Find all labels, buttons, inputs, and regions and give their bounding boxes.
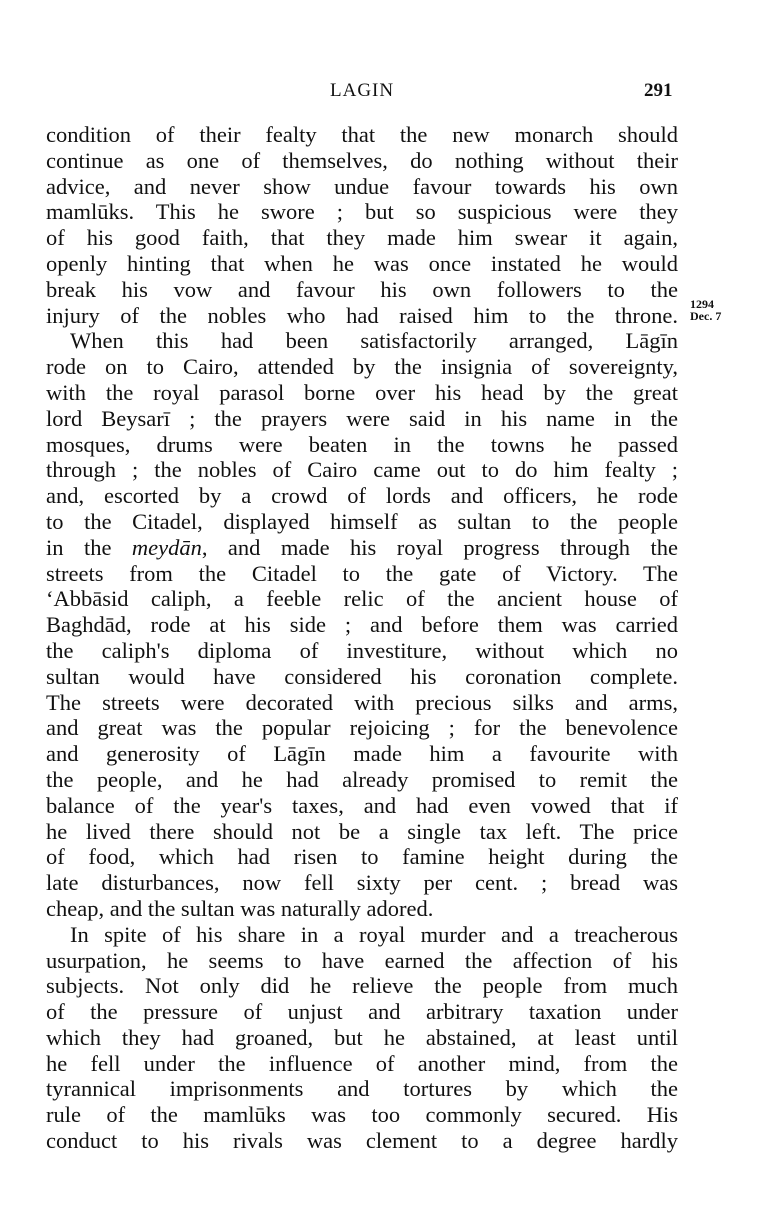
text-line: lord Beysarī ; the prayers were said in his name in the	[46, 405, 678, 431]
text-line: advice, and never show undue favour towards his own	[46, 173, 678, 199]
text-line: break his vow and favour his own followers to the	[46, 276, 678, 302]
text-segment: in the	[46, 534, 132, 560]
text-line: usurpation, he seems to have earned the affection of his	[46, 947, 678, 973]
running-head	[0, 80, 780, 104]
text-line: the caliph's diploma of investiture, without which no	[46, 637, 678, 663]
paragraph-end-line: cheap, and the sultan was naturally adored.	[46, 895, 434, 921]
text-segment: , and made his royal progress through the	[201, 534, 678, 560]
text-line: to the Citadel, displayed himself as sultan to the people	[46, 508, 678, 534]
text-line: openly hinting that when he was once instated he would	[46, 250, 678, 276]
text-line: balance of the year's taxes, and had even vowed that if	[46, 792, 678, 818]
paragraph-start-line: In spite of his share in a royal murder and a treacherous	[70, 921, 678, 947]
text-line: and great was the popular rejoicing ; for the benevolence	[46, 715, 678, 741]
text-line: continue as one of themselves, do nothing without their	[46, 147, 678, 173]
margin-note-year: 1294	[690, 297, 714, 311]
text-line: condition of their fealty that the new monarch should	[46, 122, 678, 147]
text-line: the people, and he had already promised to remit the	[46, 766, 678, 792]
text-line: and generosity of Lāgīn made him a favourite with	[46, 741, 678, 767]
text-line: The streets were decorated with precious silks and arms,	[46, 689, 678, 715]
text-line: late disturbances, now fell sixty per cent. ; bread was	[46, 870, 678, 896]
text-line: of the pressure of unjust and arbitrary taxation under	[46, 999, 678, 1025]
text-line: tyrannical imprisonments and tortures by which the	[46, 1076, 678, 1102]
text-line: with the royal parasol borne over his head by the great	[46, 379, 678, 405]
body-text	[46, 122, 678, 1154]
margin-date-note	[690, 298, 750, 322]
text-line: sultan would have considered his coronation complete.	[46, 663, 678, 689]
margin-note-date: Dec. 7	[690, 309, 722, 323]
text-line: and, escorted by a crowd of lords and officers, he rode	[46, 483, 678, 509]
page-number: 291	[644, 80, 673, 101]
text-line: which they had groaned, but he abstained, at least until	[46, 1024, 678, 1050]
running-title: LAGIN	[330, 80, 395, 101]
text-line: injury of the nobles who had raised him to the throne.	[46, 302, 678, 328]
italic-term: meydān	[131, 534, 202, 560]
text-line: rode on to Cairo, attended by the insignia of sovereignty,	[46, 354, 678, 380]
text-line-with-italic	[46, 535, 678, 561]
paragraph-start-line: When this had been satisfactorily arranged, Lāgīn	[70, 328, 678, 354]
text-line: streets from the Citadel to the gate of Victory. The	[46, 560, 678, 586]
text-line: of his good faith, that they made him swear it again,	[46, 225, 678, 251]
text-line: mamlūks. This he swore ; but so suspicious were they	[46, 199, 678, 225]
text-line: Baghdād, rode at his side ; and before them was carried	[46, 612, 678, 638]
text-line: mosques, drums were beaten in the towns he passed	[46, 431, 678, 457]
text-line: conduct to his rivals was clement to a degree hardly	[46, 1128, 678, 1154]
text-line: rule of the mamlūks was too commonly secured. His	[46, 1102, 678, 1128]
text-line: subjects. Not only did he relieve the people from much	[46, 973, 678, 999]
text-line: ‘Abbāsid caliph, a feeble relic of the ancient house of	[46, 586, 678, 612]
text-line: he fell under the influence of another mind, from the	[46, 1050, 678, 1076]
text-line: of food, which had risen to famine height during the	[46, 844, 678, 870]
text-line: through ; the nobles of Cairo came out to do him fealty ;	[46, 457, 678, 483]
text-line: he lived there should not be a single tax left. The price	[46, 818, 678, 844]
